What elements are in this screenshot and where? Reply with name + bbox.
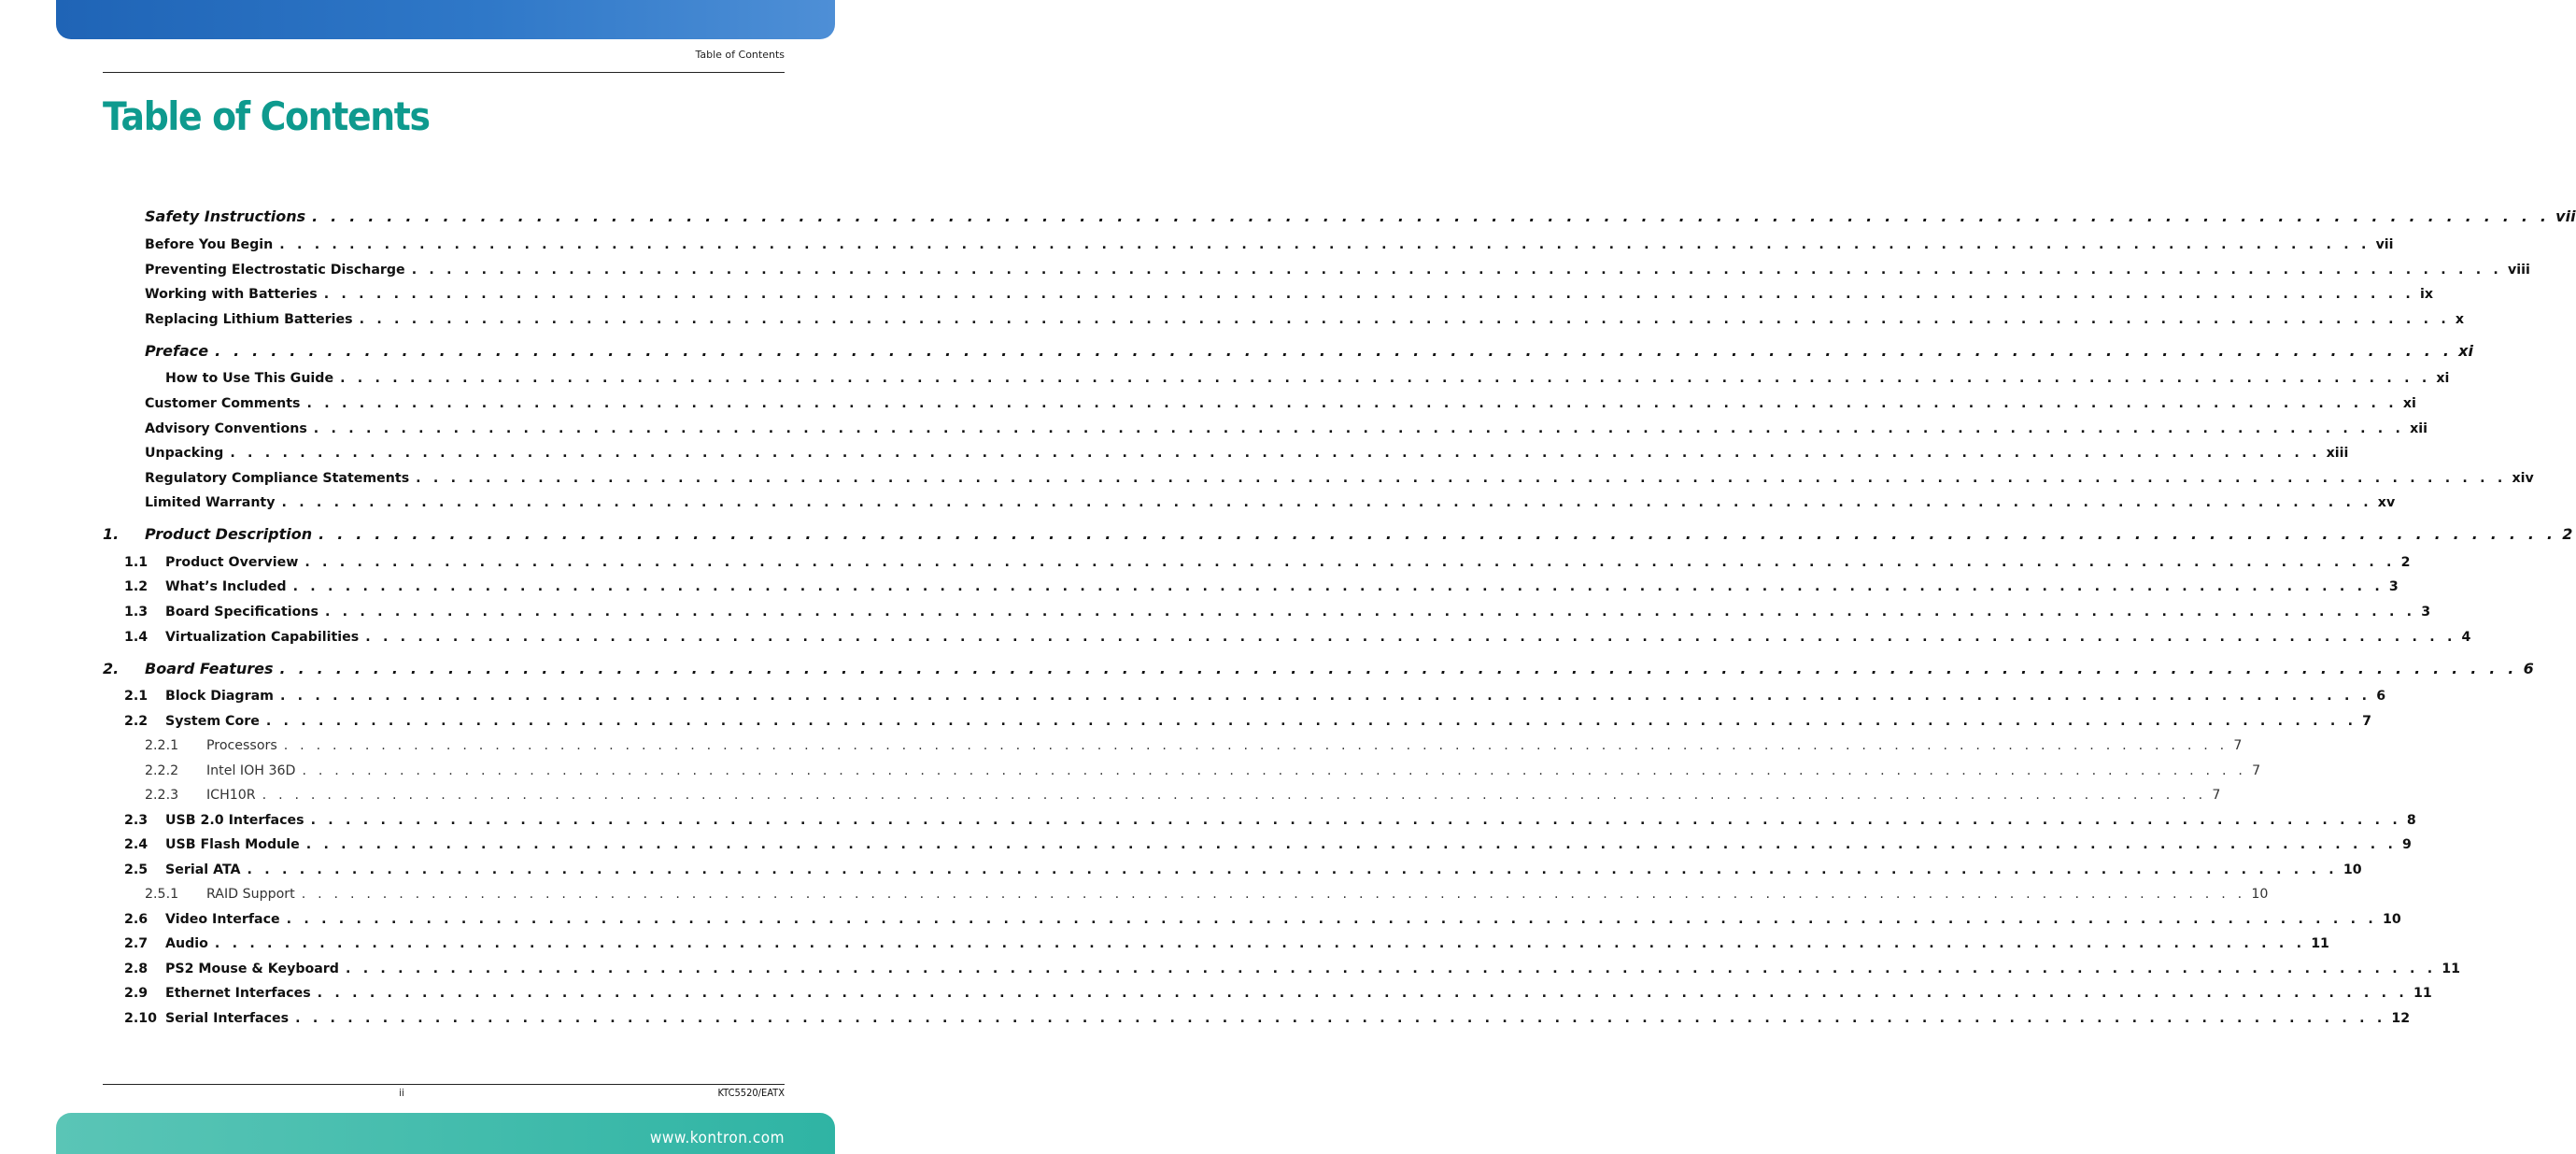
toc-entry-title: Serial Interfaces [165,1011,290,1026]
dot-leader: . . . . . . . . . . . . . . . . . . . . . . . . . . . . . . . . . . . . . . . . . . . . . . . . . . . . . . . . . . . . . . . . . . . . . . . . . . . . . . . . . . . . . . . . . . . . . . . . . . . . . . . . . . . . . . . . . . . . . . . . [324,605,2416,620]
toc-entry-title: Preface [145,342,209,360]
dot-leader: . . . . . . . . . . . . . . . . . . . . . . . . . . . . . . . . . . . . . . . . . . . . . . . . . . . . . . . . . . . . . . . . . . . . . . . . . . . . . . . . . . . . . . . . . . . . . . . . . . . . . . . . . . . . . . . . . . . . . . . . [279,689,2371,704]
toc-entry-number: 2.7 [124,936,149,951]
toc-entry-title: Serial ATA [165,862,241,877]
toc-entry-title: Block Diagram [165,689,274,704]
toc-entry-title: Product Overview [165,555,299,570]
dot-leader: . . . . . . . . . . . . . . . . . . . . . . . . . . . . . . . . . . . . . . . . . . . . . . . . . . . . . . . . . . . . . . . . . . . . . . . . . . . . . . . . . . . . . . . . . . . . . . . . . . . . . . . . . . . . . . . . . . . . . . . . [265,714,2357,729]
toc-entry-number: 2.2.2 [145,763,179,778]
toc-entry-page: ix [2420,287,2434,302]
footer-product-name: KTC5520/EATX [717,1087,785,1099]
toc-entry[interactable] [145,887,2269,902]
toc-entry-page: vii [2555,207,2576,225]
bottom-banner [56,1113,835,1154]
toc-entry-title: Preventing Electrostatic Discharge [145,263,405,278]
toc-entry[interactable] [145,495,2396,510]
toc-entry[interactable] [145,471,2534,486]
toc-entry-title: Advisory Conventions [145,421,307,436]
toc-entry[interactable] [145,263,2530,278]
toc-entry[interactable] [145,312,2465,327]
toc-entry[interactable] [124,986,2432,1001]
toc-entry-title: RAID Support [206,887,295,902]
dot-leader: . . . . . . . . . . . . . . . . . . . . . . . . . . . . . . . . . . . . . . . . . . . . . . . . . . . . . . . . . . . . . . . . . . . . . . . . . . . . . . . . . . . . . . . . . . . . . . . . . . . . . . . . . . . . . . . . . . . . . . . . [411,263,2503,278]
toc-entry-page: 8 [2406,813,2416,828]
toc-entry-title: USB 2.0 Interfaces [165,813,304,828]
dot-leader: . . . . . . . . . . . . . . . . . . . . . . . . . . . . . . . . . . . . . . . . . . . . . . . . . . . . . . . . . . . . . . . . . . . . . . . . . . . . . . . . . . . . . . . . . . . . . . . . . . . . . . . . . . . . . . . . . . . . . . . . [345,962,2437,976]
toc-entry-number: 2.5.1 [145,887,179,902]
toc-entry-page: 7 [2233,738,2243,753]
toc-entry[interactable] [124,1011,2411,1026]
toc-entry[interactable] [124,936,2329,951]
dot-leader: . . . . . . . . . . . . . . . . . . . . . . . . . . . . . . . . . . . . . . . . . . . . . . . . . . . . . . . . . . . . . . . . . . . . . . . . . . . . . . . . . . . . . . . . . . . . . . . . . . . . . . . . . . . . . . . . . . . . . . . . [281,495,2372,510]
toc-entry-number: 1.3 [124,605,149,620]
dot-leader: . . . . . . . . . . . . . . . . . . . . . . . . . . . . . . . . . . . . . . . . . . . . . . . . . . . . . . . . . . . . . . . . . . . . . . . . . . . . . . . . . . . . . . . . . . . . . . . . . . . . . . . . . . . . . . . . . . . . . . . . [302,763,2247,778]
toc-entry-number: 2.3 [124,813,149,828]
toc-entry[interactable] [145,237,2394,252]
dot-leader: . . . . . . . . . . . . . . . . . . . . . . . . . . . . . . . . . . . . . . . . . . . . . . . . . . . . . . . . . . . . . . . . . . . . . . . . . . . . . . . . . . . . . . . . . . . . . . . . . . . . . . . . . . . . . . . . . . . . . . . . [279,660,2518,677]
toc-entry-page: 9 [2402,837,2412,852]
dot-leader: . . . . . . . . . . . . . . . . . . . . . . . . . . . . . . . . . . . . . . . . . . . . . . . . . . . . . . . . . . . . . . . . . . . . . . . . . . . . . . . . . . . . . . . . . . . . . . . . . . . . . . . . . . . . . . . . . . . . . . . . [323,287,2415,302]
toc-entry-number: 2.2.1 [145,738,179,753]
toc-entry[interactable] [124,630,2471,645]
dot-leader: . . . . . . . . . . . . . . . . . . . . . . . . . . . . . . . . . . . . . . . . . . . . . . . . . . . . . . . . . . . . . . . . . . . . . . . . . . . . . . . . . . . . . . . . . . . . . . . . . . . . . . . . . . . . . . . . . . . . . . . . [359,312,2450,327]
dot-leader: . . . . . . . . . . . . . . . . . . . . . . . . . . . . . . . . . . . . . . . . . . . . . . . . . . . . . . . . . . . . . . . . . . . . . . . . . . . . . . . . . . . . . . . . . . . . . . . . . . . . . . . . . . . . . . . . . . . . . . . . [230,446,2321,461]
toc-entry-page: 3 [2388,579,2399,594]
dot-leader: . . . . . . . . . . . . . . . . . . . . . . . . . . . . . . . . . . . . . . . . . . . . . . . . . . . . . . . . . . . . . . . . . . . . . . . . . . . . . . . . . . . . . . . . . . . . . . . . . . . . . . . . . . . . . . . . . . . . . . . . [262,788,2207,803]
dot-leader: . . . . . . . . . . . . . . . . . . . . . . . . . . . . . . . . . . . . . . . . . . . . . . . . . . . . . . . . . . . . . . . . . . . . . . . . . . . . . . . . . . . . . . . . . . . . . . . . . . . . . . . . . . . . . . . . . . . . . . . . [340,371,2431,386]
toc-entry-page: 10 [2251,887,2269,902]
toc-entry[interactable] [124,912,2401,927]
toc-entry-number: 2.10 [124,1011,158,1026]
website-link[interactable]: www.kontron.com [649,1129,785,1147]
toc-entry[interactable] [145,287,2434,302]
toc-entry-number: 2.9 [124,986,149,1001]
dot-leader: . . . . . . . . . . . . . . . . . . . . . . . . . . . . . . . . . . . . . . . . . . . . . . . . . . . . . . . . . . . . . . . . . . . . . . . . . . . . . . . . . . . . . . . . . . . . . . . . . . . . . . . . . . . . . . . . . . . . . . . . [295,1011,2386,1026]
toc-entry[interactable] [165,371,2450,386]
toc-entry-number: 2.5 [124,862,149,877]
dot-leader: . . . . . . . . . . . . . . . . . . . . . . . . . . . . . . . . . . . . . . . . . . . . . . . . . . . . . . . . . . . . . . . . . . . . . . . . . . . . . . . . . . . . . . . . . . . . . . . . . . . . . . . . . . . . . . . . . . . . . . . . [301,887,2246,902]
dot-leader: . . . . . . . . . . . . . . . . . . . . . . . . . . . . . . . . . . . . . . . . . . . . . . . . . . . . . . . . . . . . . . . . . . . . . . . . . . . . . . . . . . . . . . . . . . . . . . . . . . . . . . . . . . . . . . . . . . . . . . . . [416,471,2507,486]
toc-entry-title: ICH10R [206,788,256,803]
dot-leader: . . . . . . . . . . . . . . . . . . . . . . . . . . . . . . . . . . . . . . . . . . . . . . . . . . . . . . . . . . . . . . . . . . . . . . . . . . . . . . . . . . . . . . . . . . . . . . . . . . . . . . . . . . . . . . . . . . . . . . . . [317,986,2408,1001]
dot-leader: . . . . . . . . . . . . . . . . . . . . . . . . . . . . . . . . . . . . . . . . . . . . . . . . . . . . . . . . . . . . . . . . . . . . . . . . . . . . . . . . . . . . . . . . . . . . . . . . . . . . . . . . . . . . . . . . . . . . . . . . [304,555,2396,570]
toc-entry-page: xi [2458,342,2473,360]
toc-entry[interactable] [103,525,2573,543]
dot-leader: . . . . . . . . . . . . . . . . . . . . . . . . . . . . . . . . . . . . . . . . . . . . . . . . . . . . . . . . . . . . . . . . . . . . . . . . . . . . . . . . . . . . . . . . . . . . . . . . . . . . . . . . . . . . . . . . . . . . . . . . [214,936,2306,951]
toc-entry-page: vii [2375,237,2394,252]
toc-entry-number: 2.2 [124,714,149,729]
toc-entry-number: 1.4 [124,630,149,645]
toc-entry-page: x [2455,312,2465,327]
dot-leader: . . . . . . . . . . . . . . . . . . . . . . . . . . . . . . . . . . . . . . . . . . . . . . . . . . . . . . . . . . . . . . . . . . . . . . . . . . . . . . . . . . . . . . . . . . . . . . . . . . . . . . . . . . . . . . . . . . . . . . . . [312,207,2551,225]
toc-entry[interactable] [124,579,2399,594]
dot-leader: . . . . . . . . . . . . . . . . . . . . . . . . . . . . . . . . . . . . . . . . . . . . . . . . . . . . . . . . . . . . . . . . . . . . . . . . . . . . . . . . . . . . . . . . . . . . . . . . . . . . . . . . . . . . . . . . . . . . . . . . [306,396,2398,411]
toc-entry[interactable] [145,763,2261,778]
footer-page-number: ii [399,1087,404,1099]
toc-entry-page: 10 [2342,862,2362,877]
toc-entry-title: Board Features [145,660,274,677]
toc-entry-title: System Core [165,714,260,729]
toc-entry[interactable] [124,837,2412,852]
toc-entry-page: 7 [2252,763,2261,778]
toc-entry[interactable] [145,396,2416,411]
dot-leader: . . . . . . . . . . . . . . . . . . . . . . . . . . . . . . . . . . . . . . . . . . . . . . . . . . . . . . . . . . . . . . . . . . . . . . . . . . . . . . . . . . . . . . . . . . . . . . . . . . . . . . . . . . . . . . . . . . . . . . . . [292,579,2384,594]
toc-entry-number: 2.4 [124,837,149,852]
toc-entry-title: USB Flash Module [165,837,300,852]
toc-entry-number: 2.8 [124,962,149,976]
dot-leader: . . . . . . . . . . . . . . . . . . . . . . . . . . . . . . . . . . . . . . . . . . . . . . . . . . . . . . . . . . . . . . . . . . . . . . . . . . . . . . . . . . . . . . . . . . . . . . . . . . . . . . . . . . . . . . . . . . . . . . . . [279,237,2371,252]
dot-leader: . . . . . . . . . . . . . . . . . . . . . . . . . . . . . . . . . . . . . . . . . . . . . . . . . . . . . . . . . . . . . . . . . . . . . . . . . . . . . . . . . . . . . . . . . . . . . . . . . . . . . . . . . . . . . . . . . . . . . . . . [283,738,2229,753]
toc-entry[interactable] [145,342,2473,360]
toc-entry-page: viii [2508,263,2530,278]
toc-entry-page: 11 [2442,962,2461,976]
toc-entry-page: 4 [2461,630,2471,645]
toc-entry[interactable] [145,421,2428,436]
toc-entry[interactable] [124,813,2416,828]
toc-entry-page: 11 [2311,936,2329,951]
toc-entry-page: 7 [2362,714,2372,729]
footer-rule [103,1084,785,1085]
toc-entry[interactable] [145,788,2221,803]
toc-entry-title: Processors [206,738,277,753]
dot-leader: . . . . . . . . . . . . . . . . . . . . . . . . . . . . . . . . . . . . . . . . . . . . . . . . . . . . . . . . . . . . . . . . . . . . . . . . . . . . . . . . . . . . . . . . . . . . . . . . . . . . . . . . . . . . . . . . . . . . . . . . [318,525,2557,543]
toc-entry-number: 2.1 [124,689,149,704]
dot-leader: . . . . . . . . . . . . . . . . . . . . . . . . . . . . . . . . . . . . . . . . . . . . . . . . . . . . . . . . . . . . . . . . . . . . . . . . . . . . . . . . . . . . . . . . . . . . . . . . . . . . . . . . . . . . . . . . . . . . . . . . [365,630,2456,645]
toc-entry-title: How to Use This Guide [165,371,334,386]
toc-entry-title: PS2 Mouse & Keyboard [165,962,339,976]
toc-entry-title: Limited Warranty [145,495,276,510]
page-title: Table of Contents [103,93,430,139]
toc-entry-page: xv [2377,495,2396,510]
toc-entry[interactable] [145,446,2349,461]
toc-entry-title: Replacing Lithium Batteries [145,312,353,327]
toc-entry-title: Virtualization Capabilities [165,630,360,645]
toc-entry-number: 2. [103,660,120,677]
toc-entry-page: xii [2410,421,2428,436]
toc-entry[interactable] [103,660,2534,677]
toc-entry-number: 2.6 [124,912,149,927]
toc-entry-page: xi [2436,371,2450,386]
toc-entry-number: 1. [103,525,120,543]
toc-entry-title: Working with Batteries [145,287,318,302]
toc-entry-page: 3 [2421,605,2431,620]
toc-entry-title: What’s Included [165,579,287,594]
dot-leader: . . . . . . . . . . . . . . . . . . . . . . . . . . . . . . . . . . . . . . . . . . . . . . . . . . . . . . . . . . . . . . . . . . . . . . . . . . . . . . . . . . . . . . . . . . . . . . . . . . . . . . . . . . . . . . . . . . . . . . . . [313,421,2405,436]
toc-entry[interactable] [145,207,2576,225]
toc-entry-page: 7 [2212,788,2221,803]
toc-entry[interactable] [145,738,2243,753]
toc-entry-title: Safety Instructions [145,207,306,225]
toc-entry-page: 2 [2400,555,2411,570]
toc-entry-page: 11 [2413,986,2432,1001]
toc-entry-title: Unpacking [145,446,224,461]
toc-entry[interactable] [124,962,2461,976]
toc-entry-page: 2 [2562,525,2573,543]
toc-entry-title: Before You Begin [145,237,274,252]
toc-entry-number: 1.2 [124,579,149,594]
dot-leader: . . . . . . . . . . . . . . . . . . . . . . . . . . . . . . . . . . . . . . . . . . . . . . . . . . . . . . . . . . . . . . . . . . . . . . . . . . . . . . . . . . . . . . . . . . . . . . . . . . . . . . . . . . . . . . . . . . . . . . . . [286,912,2377,927]
toc-entry[interactable] [124,714,2372,729]
toc-entry-title: Video Interface [165,912,280,927]
toc-entry-title: Intel IOH 36D [206,763,296,778]
dot-leader: . . . . . . . . . . . . . . . . . . . . . . . . . . . . . . . . . . . . . . . . . . . . . . . . . . . . . . . . . . . . . . . . . . . . . . . . . . . . . . . . . . . . . . . . . . . . . . . . . . . . . . . . . . . . . . . . . . . . . . . . [310,813,2401,828]
toc-entry-title: Regulatory Compliance Statements [145,471,410,486]
toc-entry-page: 10 [2382,912,2401,927]
dot-leader: . . . . . . . . . . . . . . . . . . . . . . . . . . . . . . . . . . . . . . . . . . . . . . . . . . . . . . . . . . . . . . . . . . . . . . . . . . . . . . . . . . . . . . . . . . . . . . . . . . . . . . . . . . . . . . . . . . . . . . . . [305,837,2398,852]
header-label: Table of Contents [695,49,785,61]
toc-entry-page: xiii [2326,446,2349,461]
toc-entry-page: xiv [2512,471,2534,486]
toc-entry-page: 6 [2376,689,2386,704]
toc-entry-title: Audio [165,936,208,951]
toc-entry-title: Board Specifications [165,605,318,620]
toc-entry-page: 12 [2391,1011,2411,1026]
toc-entry-title: Product Description [145,525,313,543]
toc-entry-title: Ethernet Interfaces [165,986,311,1001]
toc-entry[interactable] [124,689,2386,704]
toc-entry[interactable] [124,862,2362,877]
toc-entry[interactable] [124,605,2431,620]
toc-entry[interactable] [124,555,2411,570]
toc-entry-title: Customer Comments [145,396,301,411]
toc-entry-number: 2.2.3 [145,788,179,803]
toc-entry-number: 1.1 [124,555,149,570]
toc-entry-page: xi [2402,396,2416,411]
toc-entry-page: 6 [2523,660,2534,677]
dot-leader: . . . . . . . . . . . . . . . . . . . . . . . . . . . . . . . . . . . . . . . . . . . . . . . . . . . . . . . . . . . . . . . . . . . . . . . . . . . . . . . . . . . . . . . . . . . . . . . . . . . . . . . . . . . . . . . . . . . . . . . . [247,862,2338,877]
dot-leader: . . . . . . . . . . . . . . . . . . . . . . . . . . . . . . . . . . . . . . . . . . . . . . . . . . . . . . . . . . . . . . . . . . . . . . . . . . . . . . . . . . . . . . . . . . . . . . . . . . . . . . . . . . . . . . . . . . . . . . . . [215,342,2454,360]
